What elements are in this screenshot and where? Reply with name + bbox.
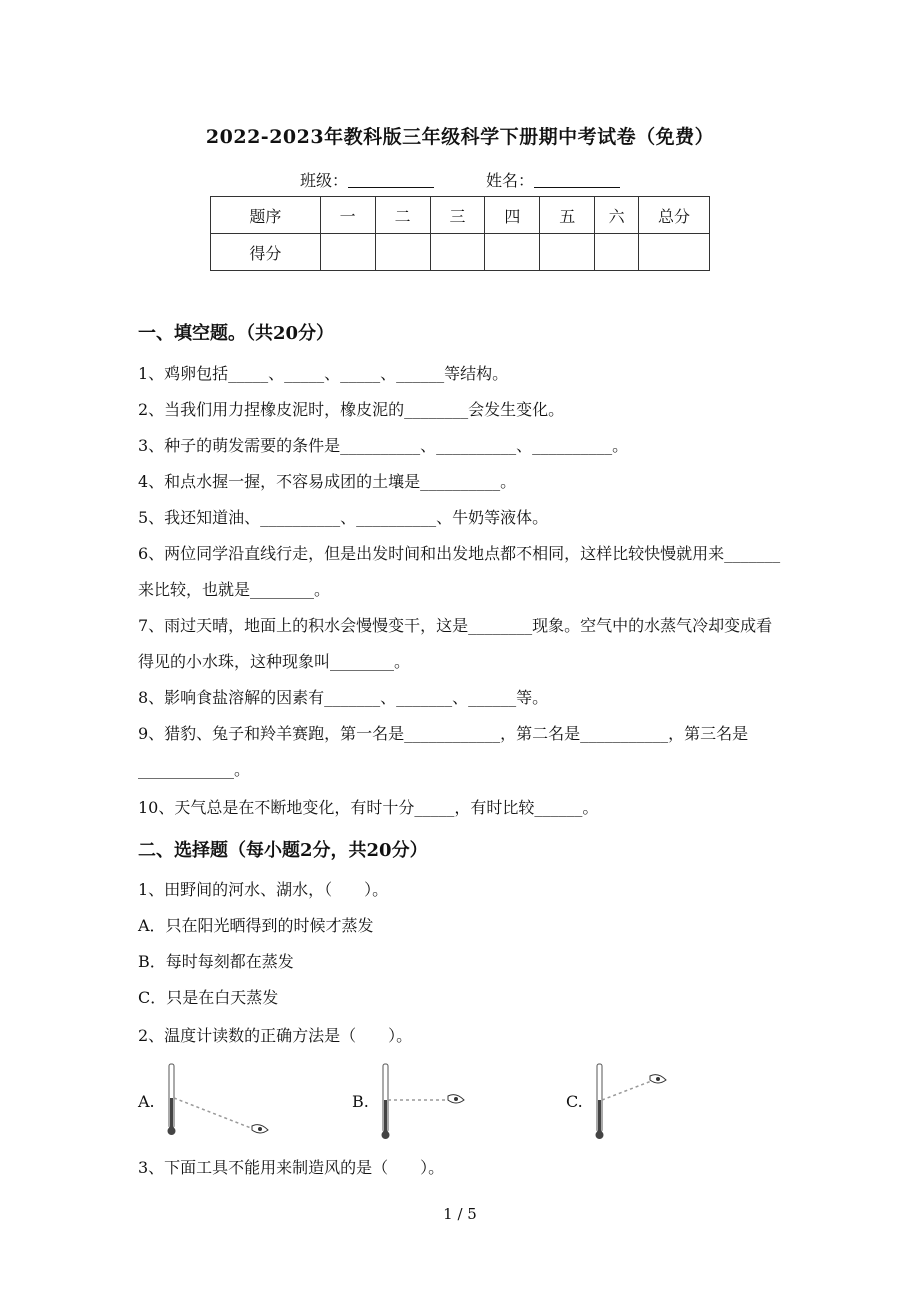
score-header-cell: 一 xyxy=(320,197,375,234)
exam-title: 2022-2023年教科版三年级科学下册期中考试卷（免费） xyxy=(205,126,715,148)
page-number: 1 / 5 xyxy=(443,1205,477,1223)
score-cell[interactable] xyxy=(540,234,595,271)
score-row-label: 得分 xyxy=(211,234,321,271)
fill-question: 10、天气总是在不断地变化，有时十分_____，有时比较______。 xyxy=(138,798,599,817)
score-cell[interactable] xyxy=(595,234,639,271)
class-blank[interactable] xyxy=(348,171,434,188)
thermometer-c-illustration xyxy=(566,1060,716,1142)
choice-question: 2、温度计读数的正确方法是（ ）。 xyxy=(138,1026,413,1045)
thermometer-b-illustration xyxy=(352,1060,492,1142)
choice-option-b[interactable]: B．每时每刻都在蒸发 xyxy=(138,952,294,971)
score-cell[interactable] xyxy=(375,234,430,271)
score-table xyxy=(210,196,710,271)
score-table-row xyxy=(211,234,710,271)
fill-question: 4、和点水握一握，不容易成团的土壤是__________。 xyxy=(138,472,517,491)
option-label: B. xyxy=(352,1092,369,1111)
section2-heading: 二、选择题（每小题2分，共20分） xyxy=(138,840,428,861)
fill-question: 3、种子的萌发需要的条件是__________、__________、__________。 xyxy=(138,436,629,455)
score-header-cell: 六 xyxy=(595,197,639,234)
option-label: C. xyxy=(566,1092,583,1111)
choice-question: 3、下面工具不能用来制造风的是（ ）。 xyxy=(138,1158,445,1177)
score-header-cell: 总分 xyxy=(639,197,710,234)
choice-option-c[interactable]: C．只是在白天蒸发 xyxy=(138,988,279,1007)
score-cell[interactable] xyxy=(320,234,375,271)
fill-question: 5、我还知道油、__________、__________、牛奶等液体。 xyxy=(138,508,549,527)
score-table-header xyxy=(211,197,710,234)
thermometer-option-a[interactable] xyxy=(138,1060,278,1142)
class-label: 班级： xyxy=(299,171,348,190)
thermometer-option-b[interactable] xyxy=(352,1060,492,1142)
student-info xyxy=(0,168,920,191)
name-blank[interactable] xyxy=(534,171,620,188)
score-cell[interactable] xyxy=(485,234,540,271)
score-header-cell: 题序 xyxy=(211,197,321,234)
thermometer-a-illustration xyxy=(138,1060,278,1142)
fill-question: 2、当我们用力捏橡皮泥时，橡皮泥的________会发生变化。 xyxy=(138,400,565,419)
thermometer-option-c[interactable] xyxy=(566,1060,716,1142)
section1-heading: 一、填空题。（共20分） xyxy=(138,323,335,344)
option-label: A. xyxy=(138,1092,155,1111)
score-header-cell: 五 xyxy=(540,197,595,234)
fill-question: 6、两位同学沿直线行走，但是出发时间和出发地点都不相同，这样比较快慢就用来_______来比较，也就是________。 xyxy=(138,544,781,599)
fill-question: 7、雨过天晴，地面上的积水会慢慢变干，这是________现象。空气中的水蒸气冷却变成看得见的小水珠，这种现象叫________。 xyxy=(138,616,773,671)
thermometer-options xyxy=(138,1060,788,1142)
score-header-cell: 二 xyxy=(375,197,430,234)
score-header-cell: 三 xyxy=(430,197,485,234)
score-header-cell: 四 xyxy=(485,197,540,234)
choice-option-a[interactable]: A．只在阳光晒得到的时候才蒸发 xyxy=(138,916,374,935)
fill-question: 9、猎豹、兔子和羚羊赛跑，第一名是____________，第二名是___________，第三名是____________。 xyxy=(138,724,749,779)
score-cell[interactable] xyxy=(430,234,485,271)
fill-question: 8、影响食盐溶解的因素有_______、_______、______等。 xyxy=(138,688,549,707)
score-cell[interactable] xyxy=(639,234,710,271)
choice-question: 1、田野间的河水、湖水，（ ）。 xyxy=(138,880,389,899)
fill-question: 1、鸡卵包括_____、_____、_____、______等结构。 xyxy=(138,364,509,383)
name-label: 姓名： xyxy=(486,171,535,190)
